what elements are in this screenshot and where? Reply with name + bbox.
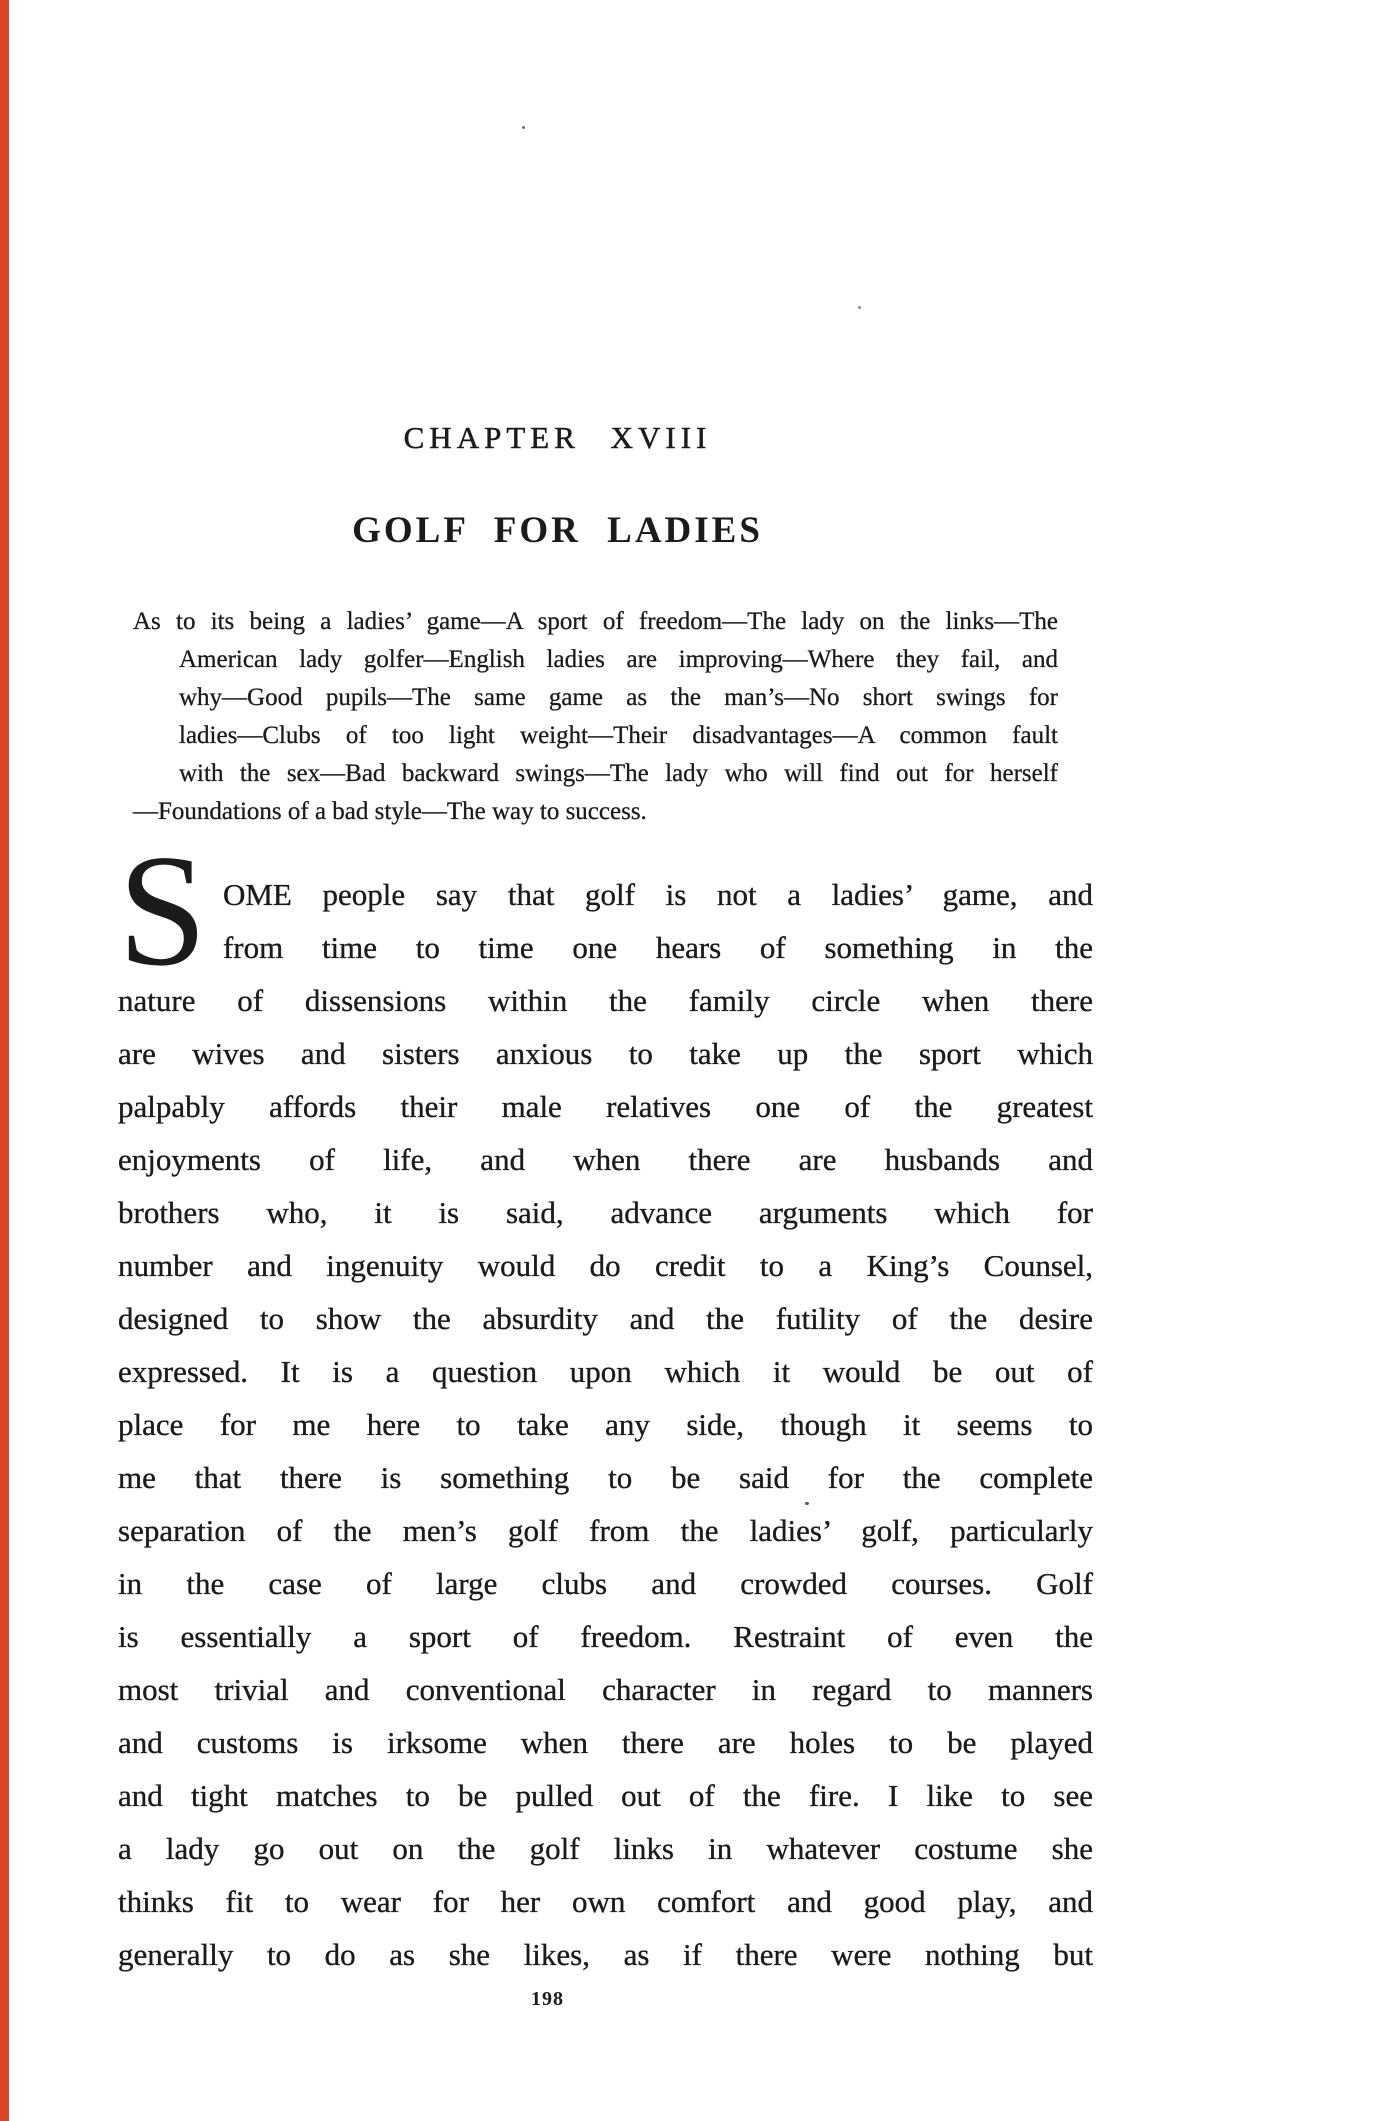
summary-line: —Foundations of a bad style—The way to success. bbox=[133, 798, 647, 825]
body-line: designed to show the absurdity and the futility of the desire bbox=[118, 1301, 1093, 1336]
body-line: are wives and sisters anxious to take up the sport which bbox=[118, 1036, 1093, 1071]
scan-left-edge-strip bbox=[0, 0, 9, 2121]
drop-cap: S bbox=[118, 821, 207, 999]
summary-line: ladies—Clubs of too light weight—Their disadvantages—A common fault bbox=[179, 722, 1058, 749]
page-number: 198 bbox=[531, 1988, 564, 2010]
body-line: generally to do as she likes, as if there were nothing but bbox=[118, 1937, 1093, 1972]
body-line: and customs is irksome when there are holes to be played bbox=[118, 1725, 1093, 1760]
body-line: me that there is something to be said for the complete bbox=[118, 1460, 1093, 1495]
body-line: number and ingenuity would do credit to a King’s Counsel, bbox=[118, 1248, 1093, 1283]
body-line: thinks fit to wear for her own comfort and good play, and bbox=[118, 1884, 1093, 1919]
body-line: in the case of large clubs and crowded courses. Golf bbox=[118, 1566, 1093, 1601]
body-line: a lady go out on the golf links in whatever costume she bbox=[118, 1831, 1093, 1866]
scan-binding-edge-noise bbox=[1334, 0, 1390, 2121]
chapter-title: GOLF FOR LADIES bbox=[352, 510, 763, 551]
chapter-heading: CHAPTER XVIII bbox=[403, 420, 712, 455]
body-line: most trivial and conventional character in regard to manners bbox=[118, 1672, 1093, 1707]
summary-line: why—Good pupils—The same game as the man’s—No short swings for bbox=[179, 684, 1058, 711]
body-line: expressed. It is a question upon which it would be out of bbox=[118, 1354, 1093, 1389]
summary-line: American lady golfer—English ladies are improving—Where they fail, and bbox=[179, 646, 1058, 673]
body-line: separation of the men’s golf from the ladies’ golf, particularly bbox=[118, 1513, 1093, 1548]
body-line: brothers who, it is said, advance arguments which for bbox=[118, 1195, 1093, 1230]
body-text bbox=[118, 821, 1093, 1981]
body-line: palpably affords their male relatives one of the greatest bbox=[118, 1089, 1093, 1124]
body-line: is essentially a sport of freedom. Restraint of even the bbox=[118, 1619, 1093, 1654]
body-line: and tight matches to be pulled out of the fire. I like to see bbox=[118, 1778, 1093, 1813]
body-line: from time to time one hears of something in the bbox=[222, 930, 1093, 965]
body-line: enjoyments of life, and when there are husbands and bbox=[118, 1142, 1093, 1177]
page-content bbox=[118, 0, 1093, 2121]
summary-line: As to its being a ladies’ game—A sport of freedom—The lady on the links—The bbox=[133, 608, 1058, 635]
body-line-text: OME people say that golf is not a ladies’ game, and bbox=[222, 877, 1093, 912]
body-line: place for me here to take any side, though it seems to bbox=[118, 1407, 1093, 1442]
summary-line: with the sex—Bad backward swings—The lady who will find out for herself bbox=[179, 760, 1058, 787]
body-line: nature of dissensions within the family circle when there bbox=[118, 983, 1093, 1018]
chapter-summary bbox=[133, 603, 1058, 831]
